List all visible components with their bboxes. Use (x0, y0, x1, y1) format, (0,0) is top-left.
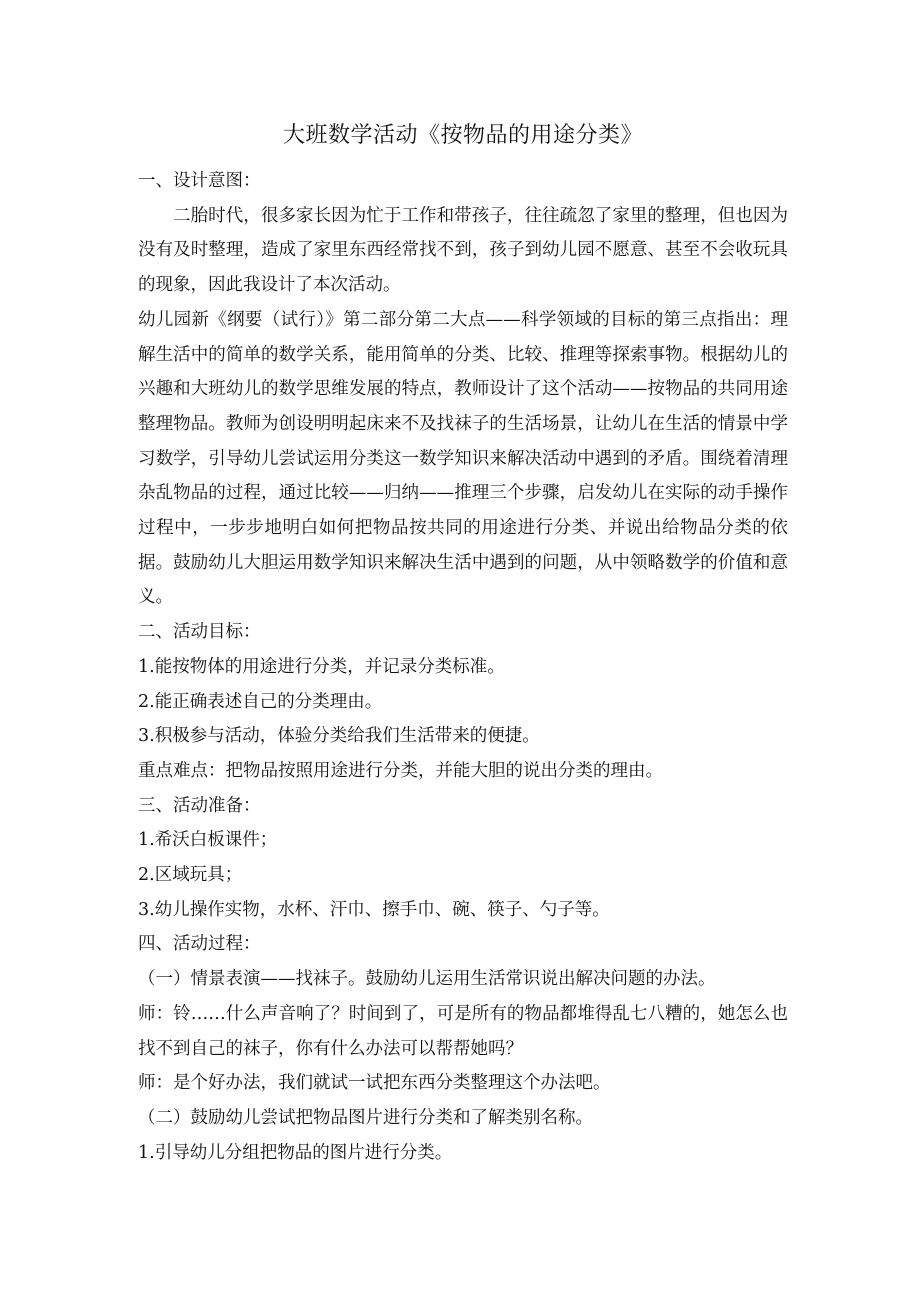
process-step-2-item-1: 1.引导幼儿分组把物品的图片进行分类。 (138, 1142, 453, 1163)
process-step-2: （二）鼓励幼儿尝试把物品图片进行分类和了解类别名称。 (138, 1107, 593, 1128)
objective-item-3: 3.积极参与活动，体验分类给我们生活带来的便捷。 (138, 726, 540, 747)
preparation-item-2: 2.区域玩具； (138, 865, 243, 886)
section-heading-design-intent: 一、设计意图： (138, 171, 261, 191)
objective-item-2: 2.能正确表述自己的分类理由。 (138, 691, 383, 712)
teacher-line-2: 师：是个好办法，我们就试一试把东西分类整理这个办法吧。 (138, 1073, 611, 1094)
process-step-1: （一）情景表演——找袜子。鼓励幼儿运用生活常识说出解决问题的办法。 (138, 969, 716, 990)
preparation-item-1: 1.希沃白板课件； (138, 830, 278, 851)
key-difficulty: 重点难点：把物品按照用途进行分类，并能大胆的说出分类的理由。 (138, 760, 663, 781)
teacher-line-1: 师：铃……什么声音响了？时间到了，可是所有的物品都堆得乱七八糟的，她怎么也找不到自己的袜子，你有什么办法可以帮帮她吗？ (138, 1003, 788, 1059)
paragraph-guideline: 幼儿园新《纲要（试行）》第二部分第二大点——科学领域的目标的第三点指出：理解生活中的简单的数学关系，能用简单的分类、比较、推理等探索事物。根据幼儿的兴趣和大班幼儿的数学思维发展的特点，教师设计了这个活动——按物品的共同用途整理物品。教师为创设明明起床来不及找袜子的生活场景，让幼儿在生活的情景中学习数学，引导幼儿尝试运用分类这一数学知识来解决活动中遇到的矛盾。围绕着清理杂乱物品的过程，通过比较——归纳——推理三个步骤，启发幼儿在实际的动手操作过程中，一步步地明白如何把物品按共同的用途进行分类、并说出给物品分类的依据。鼓励幼儿大胆运用数学知识来解决生活中遇到的问题，从中领略数学的价值和意义。 (138, 309, 788, 608)
document-title: 大班数学活动《按物品的用途分类》 (282, 123, 643, 148)
section-heading-objectives: 二、活动目标： (138, 622, 261, 643)
paragraph-background: 二胎时代，很多家长因为忙于工作和带孩子，往往疏忽了家里的整理，但也因为没有及时整理，造成了家里东西经常找不到，孩子到幼儿园不愿意、甚至不会收玩具的现象，因此我设计了本次活动。 (138, 205, 788, 296)
section-heading-preparation: 三、活动准备： (138, 795, 261, 816)
objective-item-1: 1.能按物体的用途进行分类，并记录分类标准。 (138, 656, 505, 677)
section-heading-process: 四、活动过程： (138, 934, 261, 955)
preparation-item-3: 3.幼儿操作实物，水杯、汗巾、擦手巾、碗、筷子、勺子等。 (138, 899, 610, 920)
document-body (138, 118, 788, 1170)
